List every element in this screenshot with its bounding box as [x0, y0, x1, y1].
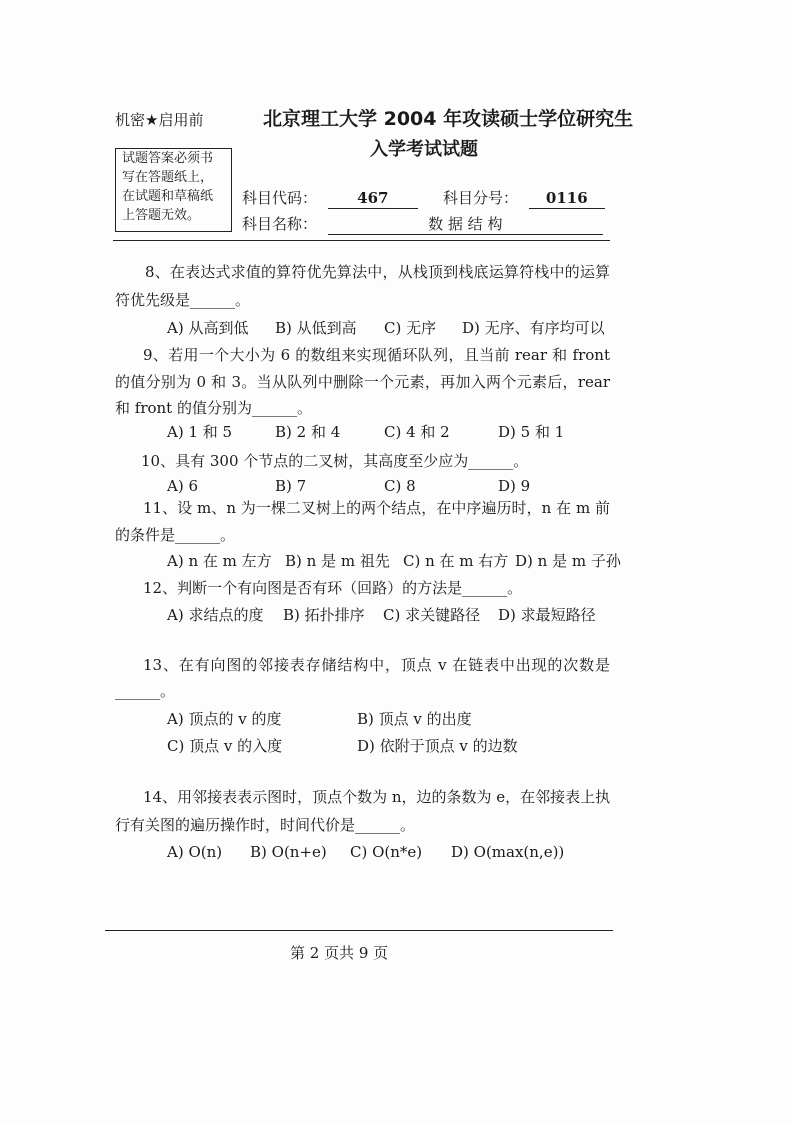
option: D) 9 — [498, 477, 531, 495]
option: A) 6 — [167, 477, 198, 495]
question-line: 的条件是______。 — [115, 526, 236, 544]
option: A) 顶点的 v 的度 — [167, 710, 282, 728]
footer-divider — [105, 930, 613, 931]
subject-name-row — [242, 214, 603, 235]
exam-title: 北京理工大学 2004 年攻读硕士学位研究生 — [263, 108, 634, 130]
exam-subtitle: 入学考试试题 — [370, 139, 478, 160]
notice-line: 在试题和草稿纸 — [122, 189, 214, 204]
question-line: 12、判断一个有向图是否有环（回路）的方法是______。 — [143, 579, 523, 597]
question-line: ______。 — [115, 682, 176, 700]
option: B) 从低到高 — [275, 319, 357, 337]
option: B) n 是 m 祖先 — [285, 552, 390, 570]
question-line: 14、用邻接表表示图时，顶点个数为 n，边的条数为 e，在邻接表上执 — [143, 788, 611, 806]
header-divider — [113, 240, 610, 241]
option: B) 7 — [275, 477, 307, 495]
option: D) 5 和 1 — [498, 423, 565, 441]
option: B) 顶点 v 的出度 — [357, 710, 472, 728]
subject-name-label: 科目名称： — [242, 215, 318, 233]
question-line: 和 front 的值分别为______。 — [115, 399, 312, 417]
question-line: 9、若用一个大小为 6 的数组来实现循环队列，且当前 rear 和 front — [143, 346, 610, 364]
option: C) O(n*e) — [350, 843, 423, 861]
notice-line: 试题答案必须书 — [122, 151, 214, 166]
secret-label: 机密★启用前 — [115, 111, 204, 129]
page-number: 第 2 页共 9 页 — [290, 944, 389, 962]
option: A) 1 和 5 — [167, 423, 233, 441]
question-line: 符优先级是______。 — [115, 291, 251, 309]
subject-code-label: 科目代码： — [242, 189, 318, 207]
option: C) 求关键路径 — [383, 606, 481, 624]
subject-name: 数 据 结 构 — [328, 214, 603, 235]
option: A) O(n) — [167, 843, 223, 861]
option: D) 求最短路径 — [498, 606, 596, 624]
question-line: 13、在有向图的邻接表存储结构中，顶点 v 在链表中出现的次数是 — [143, 656, 610, 674]
notice-line: 写在答题纸上， — [122, 170, 214, 185]
option: D) 无序、有序均可以 — [462, 319, 605, 337]
subject-part-label: 科目分号： — [443, 189, 519, 207]
option: C) 顶点 v 的入度 — [167, 737, 283, 755]
question-line: 行有关图的遍历操作时，时间代价是______。 — [115, 816, 416, 834]
option: A) 求结点的度 — [167, 606, 264, 624]
option: B) 拓扑排序 — [283, 606, 365, 624]
notice-line: 上答题无效。 — [122, 208, 201, 223]
option: C) 无序 — [384, 319, 437, 337]
option: B) 2 和 4 — [275, 423, 341, 441]
option: B) O(n+e) — [250, 843, 327, 861]
option: D) 依附于顶点 v 的边数 — [357, 737, 518, 755]
question-line: 10、具有 300 个节点的二叉树，其高度至少应为______。 — [141, 452, 529, 470]
option: C) 8 — [384, 477, 416, 495]
option: C) n 在 m 右方 — [403, 552, 509, 570]
subject-part: 0116 — [529, 188, 605, 209]
option: A) n 在 m 左方 — [167, 552, 272, 570]
option: C) 4 和 2 — [384, 423, 450, 441]
question-line: 的值分别为 0 和 3。当从队列中删除一个元素，再加入两个元素后，rear — [115, 373, 610, 391]
subject-code: 467 — [328, 188, 418, 209]
subject-code-row — [242, 188, 418, 209]
option: D) n 是 m 子孙 — [515, 552, 621, 570]
subject-part-row — [443, 188, 605, 209]
option: D) O(max(n,e)) — [451, 843, 565, 861]
notice-box — [115, 148, 232, 232]
option: A) 从高到低 — [167, 319, 249, 337]
question-line: 11、设 m、n 为一棵二叉树上的两个结点，在中序遍历时，n 在 m 前 — [143, 499, 610, 517]
question-line: 8、在表达式求值的算符优先算法中，从栈顶到栈底运算符栈中的运算 — [145, 263, 610, 281]
